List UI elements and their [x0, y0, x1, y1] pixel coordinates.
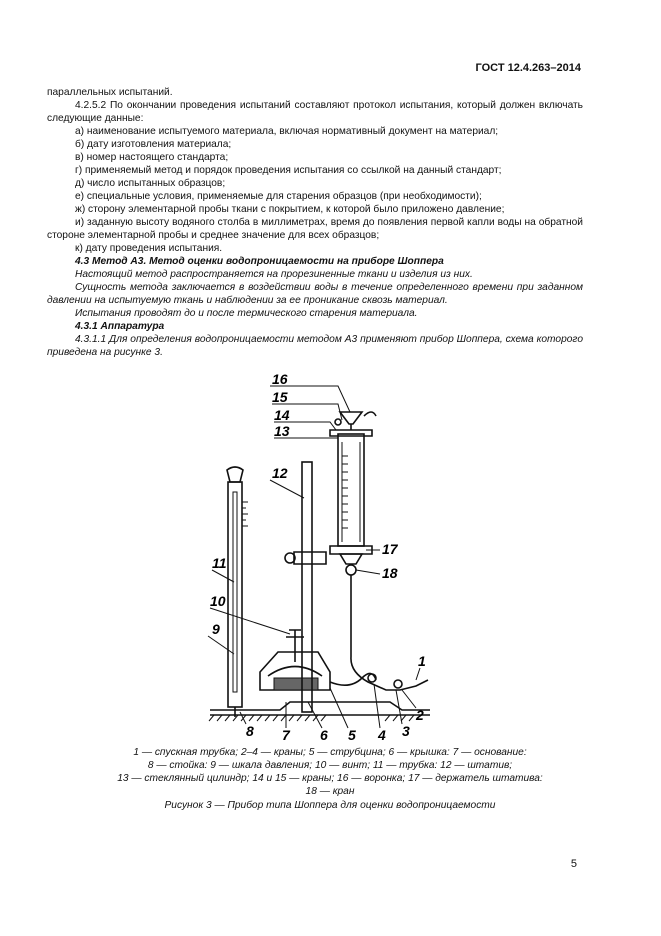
figure-label-6: 6 — [320, 727, 328, 742]
paragraph: параллельных испытаний. — [47, 87, 173, 98]
figure-legend-line-4: 18 — кран — [305, 786, 355, 797]
paragraph-tests: Испытания проводят до и после термического старения материала. — [75, 308, 418, 319]
figure-label-9: 9 — [212, 621, 220, 637]
figure-label-14: 14 — [274, 407, 290, 423]
figure-label-4: 4 — [378, 727, 386, 742]
paragraph-4-3-1-1: 4.3.1.1 Для определения водопроницаемости методом А3 применяют прибор Шоппера, схема которого приведена на рисунке 3. — [47, 334, 583, 358]
figure-label-8: 8 — [246, 723, 254, 739]
figure-label-17: 17 — [382, 541, 398, 557]
list-item-g: г) применяемый метод и порядок проведения испытания со ссылкой на данный стандарт; — [75, 165, 502, 176]
figure-label-16: 16 — [272, 372, 288, 387]
figure-label-10: 10 — [210, 593, 226, 609]
figure-title: Рисунок 3 — Прибор типа Шоппера для оценки водопроницаемости — [164, 800, 496, 811]
figure-label-3: 3 — [402, 723, 410, 739]
body-text — [47, 86, 583, 359]
list-item-k: к) дату проведения испытания. — [75, 243, 223, 254]
list-item-v: в) номер настоящего стандарта; — [75, 152, 229, 163]
paragraph-essence: Сущность метода заключается в воздействии воды в течение определенного времени при заданном давлении на испытуемую ткань и наблюдении за ее проникание сквозь материал. — [47, 282, 583, 306]
section-heading-4-3-1: 4.3.1 Аппаратура — [75, 321, 165, 332]
section-heading-4-3: 4.3 Метод А3. Метод оценки водопроницаемости на приборе Шоппера — [75, 256, 444, 267]
figure-label-11: 11 — [212, 555, 227, 571]
figure-label-7: 7 — [282, 727, 290, 742]
page-number: 5 — [570, 858, 577, 870]
figure-legend-line-1: 1 — спускная трубка; 2–4 — краны; 5 — струбцина; 6 — крышка: 7 — основание: — [133, 747, 527, 758]
list-item-b: б) дату изготовления материала; — [75, 139, 232, 150]
schopper-apparatus-figure — [190, 372, 470, 742]
figure-label-1: 1 — [418, 653, 426, 669]
figure-legend-line-3: 13 — стеклянный цилиндр; 14 и 15 — краны; 16 — воронка; 17 — держатель штатива: — [117, 773, 543, 784]
figure-label-12: 12 — [272, 465, 288, 481]
list-item-d: д) число испытанных образцов; — [75, 178, 226, 189]
list-item-i: и) заданную высоту водяного столба в миллиметрах, время до появления первой капли воды на обратной стороне элементарной пробы и среднее значение для всех образцов; — [47, 217, 583, 241]
figure-legend-line-2: 8 — стойка: 9 — шкала давления; 10 — винт; 11 — трубка: 12 — штатив; — [147, 760, 513, 771]
figure-label-2: 2 — [416, 707, 424, 723]
list-item-e: е) специальные условия, применяемые для старения образцов (при необходимости); — [75, 191, 482, 202]
list-item-zh: ж) сторону элементарной пробы ткани с покрытием, к которой было приложено давление; — [75, 204, 505, 215]
figure-label-18: 18 — [382, 565, 398, 581]
figure-label-13: 13 — [274, 423, 290, 439]
figure-label-5: 5 — [348, 727, 356, 742]
list-item-a: а) наименование испытуемого материала, включая нормативный документ на материал; — [75, 126, 499, 137]
paragraph-4-2-5-2: 4.2.5.2 По окончании проведения испытаний составляют протокол испытания, который должен включать следующие данные: — [47, 100, 583, 124]
figure-label-15: 15 — [272, 389, 288, 405]
paragraph-scope: Настоящий метод распространяется на прорезиненные ткани и изделия из них. — [75, 269, 473, 280]
document-id-header: ГОСТ 12.4.263–2014 — [475, 62, 581, 74]
